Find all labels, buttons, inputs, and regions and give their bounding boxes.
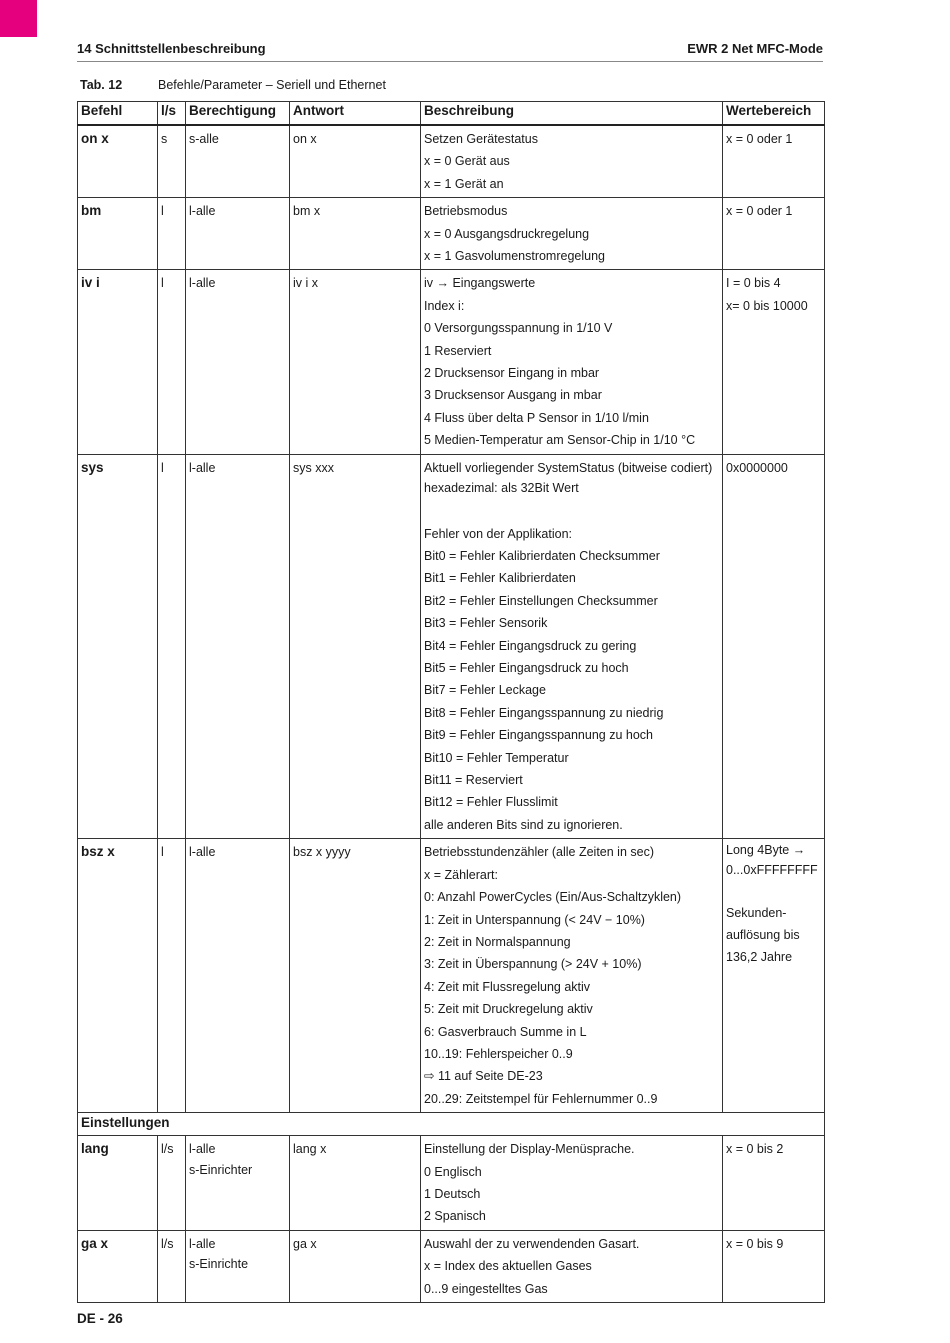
description-cell (421, 270, 723, 454)
description-line: Bit2 = Fehler Einstellungen Checksummer (424, 593, 658, 608)
table-caption (80, 78, 386, 92)
description-line: Bit3 = Fehler Sensorik (424, 616, 548, 631)
description-line: 4 Fluss über delta P Sensor in 1/10 l/min (424, 410, 649, 425)
column-header-beschreibung: Beschreibung (421, 102, 723, 126)
description-line: 20..29: Zeitstempel für Fehlernummer 0..9 (424, 1091, 658, 1106)
page-number: DE - 26 (77, 1311, 123, 1326)
read-write-flag: l (161, 204, 164, 219)
column-header-ls: l/s (158, 102, 186, 126)
response-text: ga x (293, 1236, 317, 1251)
response-text: on x (293, 132, 317, 146)
description-line: 3: Zeit in Überspannung (> 24V + 10%) (424, 957, 642, 972)
response-cell (290, 125, 421, 198)
value-range-line: 136,2 Jahre (726, 950, 793, 965)
table-row (78, 839, 825, 1113)
description-line: Auswahl der zu verwendenden Gasart. (424, 1236, 640, 1251)
value-range-line: auflösung bis (726, 927, 800, 942)
description-line: x = 0 Ausgangsdruckregelung (424, 226, 590, 241)
description-line: 1: Zeit in Unterspannung (< 24V − 10%) (424, 912, 645, 927)
description-line: Index i: (424, 298, 465, 313)
response-cell (290, 198, 421, 270)
permission-cell (186, 270, 290, 454)
description-line: Bit11 = Reserviert (424, 773, 523, 788)
command-cell (78, 1136, 158, 1231)
description-line: 0 Versorgungsspannung in 1/10 V (424, 321, 613, 336)
description-line: 0...9 eingestelltes Gas (424, 1281, 548, 1296)
command-name: sys (81, 459, 104, 475)
value-range-cell (723, 839, 825, 1113)
description-line: x = 1 Gerät an (424, 176, 504, 191)
description-line: Fehler von der Applikation: (424, 526, 573, 541)
description-line: Bit12 = Fehler Flusslimit (424, 795, 558, 810)
value-range-line: x = 0 bis 2 (726, 1142, 784, 1157)
description-line: Bit5 = Fehler Eingangsdruck zu hoch (424, 661, 629, 676)
description-line: Bit10 = Fehler Temperatur (424, 750, 569, 765)
permission-cell (186, 454, 290, 839)
table-row (78, 454, 825, 839)
section-title: Einstellungen (78, 1113, 825, 1136)
description-line: 6: Gasverbrauch Summe in L (424, 1024, 587, 1039)
description-line: 1 Deutsch (424, 1186, 481, 1201)
spacer (424, 499, 719, 523)
response-cell (290, 1136, 421, 1231)
description-cell (421, 454, 723, 839)
description-line: 5 Medien-Temperatur am Sensor-Chip in 1/10 °C (424, 433, 696, 448)
corner-color-mark (0, 0, 37, 37)
description-line: Einstellung der Display-Menüsprache. (424, 1142, 635, 1157)
section-row (78, 1113, 825, 1136)
permission-text: s-alle (189, 132, 219, 146)
command-cell (78, 454, 158, 839)
value-range-cell (723, 198, 825, 270)
read-write-cell (158, 270, 186, 454)
read-write-flag: s (161, 132, 168, 146)
table-header-row (78, 102, 825, 126)
permission-text: l-alle (189, 276, 216, 291)
description-line: ⇨ 11 auf Seite DE-23 (424, 1069, 543, 1084)
description-line: 4: Zeit mit Flussregelung aktiv (424, 979, 591, 994)
column-header-befehl: Befehl (78, 102, 158, 126)
column-header-wertebereich: Wertebereich (723, 102, 825, 126)
command-cell (78, 1230, 158, 1302)
permission-cell (186, 198, 290, 270)
response-cell (290, 454, 421, 839)
permission-text: l-alle (189, 1236, 216, 1251)
spacer (726, 880, 821, 904)
column-header-antwort: Antwort (290, 102, 421, 126)
response-text: bm x (293, 204, 321, 219)
command-cell (78, 839, 158, 1113)
description-line: 0: Anzahl PowerCycles (Ein/Aus-Schaltzyklen) (424, 890, 682, 905)
description-line: Aktuell vorliegender SystemStatus (bitweise codiert) (424, 460, 713, 475)
chapter-title: 14 Schnittstellenbeschreibung (77, 41, 266, 56)
value-range-line: Sekunden- (726, 906, 787, 921)
command-cell (78, 125, 158, 198)
permission-text: s-Einrichte (189, 1257, 249, 1272)
description-cell (421, 125, 723, 198)
command-name: lang (81, 1141, 109, 1157)
description-line: Bit7 = Fehler Leckage (424, 683, 546, 698)
command-name: bm (81, 203, 102, 219)
table-row (78, 198, 825, 270)
permission-cell (186, 839, 290, 1113)
description-line: iv → Eingangswerte (424, 276, 536, 291)
permission-cell (186, 1136, 290, 1231)
document-title: EWR 2 Net MFC-Mode (687, 41, 823, 56)
description-cell (421, 839, 723, 1113)
response-text: iv i x (293, 276, 318, 291)
description-line: x = 1 Gasvolumenstromregelung (424, 249, 605, 264)
read-write-cell (158, 198, 186, 270)
value-range-line: I = 0 bis 4 (726, 276, 781, 291)
table-row (78, 270, 825, 454)
permission-text: l-alle (189, 1142, 216, 1157)
value-range-line: 0x0000000 (726, 460, 788, 475)
parameter-table (77, 101, 825, 1303)
response-cell (290, 270, 421, 454)
description-line: 2 Drucksensor Eingang in mbar (424, 366, 600, 381)
value-range-cell (723, 1136, 825, 1231)
description-line: x = 0 Gerät aus (424, 154, 510, 169)
value-range-line: 0...0xFFFFFFFF (726, 862, 818, 877)
response-text: sys xxx (293, 460, 334, 475)
response-text: lang x (293, 1142, 327, 1157)
column-header-berechtigung: Berechtigung (186, 102, 290, 126)
description-line: 0 Englisch (424, 1164, 482, 1179)
description-line: alle anderen Bits sind zu ignorieren. (424, 817, 623, 832)
value-range-line: x= 0 bis 10000 (726, 298, 808, 313)
command-name: bsz x (81, 844, 115, 860)
description-cell (421, 1230, 723, 1302)
command-cell (78, 270, 158, 454)
description-line: hexadezimal: als 32Bit Wert (424, 481, 579, 496)
description-line: Betriebsmodus (424, 204, 508, 219)
value-range-cell (723, 270, 825, 454)
description-line: Bit9 = Fehler Eingangsspannung zu hoch (424, 728, 653, 743)
command-name: ga x (81, 1235, 109, 1251)
read-write-flag: l/s (161, 1142, 174, 1157)
read-write-cell (158, 125, 186, 198)
value-range-line: Long 4Byte → (726, 843, 806, 858)
read-write-cell (158, 1230, 186, 1302)
description-line: x = Zählerart: (424, 867, 498, 882)
description-line: Bit0 = Fehler Kalibrierdaten Checksummer (424, 549, 660, 563)
permission-text: s-Einrichter (189, 1162, 253, 1177)
permission-cell (186, 1230, 290, 1302)
table-row (78, 125, 825, 198)
read-write-flag: l (161, 845, 164, 860)
permission-text: l-alle (189, 204, 216, 219)
value-range-cell (723, 1230, 825, 1302)
description-line: x = Index des aktuellen Gases (424, 1259, 592, 1274)
description-line: 2: Zeit in Normalspannung (424, 934, 571, 949)
description-cell (421, 198, 723, 270)
description-line: Setzen Gerätestatus (424, 132, 538, 146)
read-write-cell (158, 454, 186, 839)
value-range-line: x = 0 oder 1 (726, 204, 793, 219)
response-cell (290, 839, 421, 1113)
description-line: 10..19: Fehlerspeicher 0..9 (424, 1046, 573, 1061)
running-header (77, 40, 823, 62)
table-row (78, 1230, 825, 1302)
description-line: 3 Drucksensor Ausgang in mbar (424, 388, 602, 403)
command-cell (78, 198, 158, 270)
table-row (78, 1136, 825, 1231)
read-write-flag: l (161, 460, 164, 475)
response-text: bsz x yyyy (293, 845, 351, 860)
read-write-flag: l (161, 276, 164, 291)
response-cell (290, 1230, 421, 1302)
description-line: 2 Spanisch (424, 1209, 486, 1224)
value-range-line: x = 0 oder 1 (726, 132, 793, 146)
description-line: Bit4 = Fehler Eingangsdruck zu gering (424, 638, 637, 653)
command-name: iv i (81, 275, 100, 291)
description-line: Betriebsstundenzähler (alle Zeiten in sec) (424, 845, 654, 860)
value-range-cell (723, 454, 825, 839)
table-number: Tab. 12 (80, 78, 123, 92)
value-range-line: x = 0 bis 9 (726, 1236, 784, 1251)
description-line: Bit1 = Fehler Kalibrierdaten (424, 571, 576, 586)
read-write-flag: l/s (161, 1236, 174, 1251)
description-line: 5: Zeit mit Druckregelung aktiv (424, 1002, 593, 1017)
command-name: on x (81, 131, 109, 146)
permission-cell (186, 125, 290, 198)
value-range-cell (723, 125, 825, 198)
description-line: 1 Reserviert (424, 343, 492, 358)
permission-text: l-alle (189, 845, 216, 860)
description-line: Bit8 = Fehler Eingangsspannung zu niedrig (424, 705, 664, 720)
read-write-cell (158, 1136, 186, 1231)
permission-text: l-alle (189, 460, 216, 475)
table-caption-text: Befehle/Parameter – Seriell und Ethernet (158, 78, 386, 92)
read-write-cell (158, 839, 186, 1113)
description-cell (421, 1136, 723, 1231)
